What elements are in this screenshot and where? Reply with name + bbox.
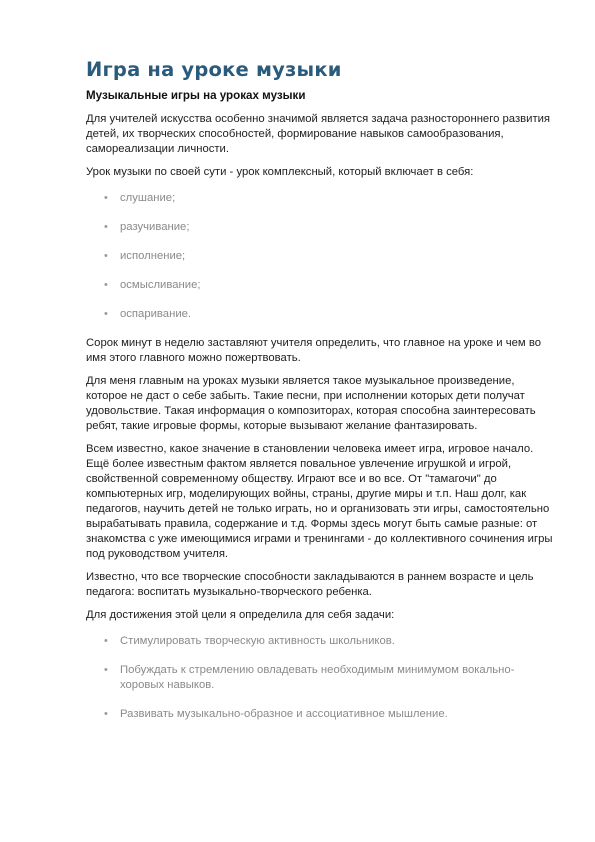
bullet-icon: • <box>104 279 108 291</box>
bullet-icon: • <box>104 308 108 320</box>
list-item <box>86 663 554 693</box>
list-item <box>86 191 554 206</box>
list-item <box>86 220 554 235</box>
lesson-paragraph: Урок музыки по своей сути - урок комплексный, который включает в себя: <box>86 166 474 178</box>
bullet-icon: • <box>104 221 108 233</box>
list-item-text: слушание; <box>120 192 176 204</box>
bullet-icon: • <box>104 635 108 647</box>
paragraph: Сорок минут в неделю заставляют учителя определить, что главное на уроке и чем во имя этого главного можно пожертвовать. <box>86 337 541 364</box>
intro-paragraph: Для учителей искусства особенно значимой является задача разностороннего развития детей, их творческих способностей, формирование навыков самообразования, самореализации личности. <box>86 113 551 155</box>
page-subtitle: Музыкальные игры на уроках музыки <box>86 89 306 102</box>
paragraph: Для меня главным на уроках музыки является такое музыкальное произведение, которое не даст о себе забыть. Такие песни, при исполнении которых дети получат удовольствие. Такая информация о композиторах, которая способна заинтересовать ребят, такие игровые формы, которые вызывают желание фантазировать. <box>86 375 536 432</box>
list-item-text: Побуждать к стремлению овладевать необходимым минимумом вокально-хоровых навыков. <box>120 664 515 691</box>
list-item-text: оспаривание. <box>120 308 192 320</box>
list-item <box>86 707 554 722</box>
bullet-icon: • <box>104 664 108 676</box>
paragraph: Всем известно, какое значение в становлении человека имеет игра, игровое начало. Ещё более известным фактом является повальное увлечение игрушкой и игрой, свойственной современному обществу. Играют все и во все. От "тамагочи" до компьютерных игр, моделирующих войны, страны, другие миры и т.п. Наш долг, как педагогов, научить детей не только играть, но и организовать эти игры, самостоятельно вырабатывать правила, содержание и т.д. Формы здесь могут быть самые разные: от знакомства с уже имеющимися играми и тренингами - до коллективного сочинения игры под руководством учителя. <box>86 443 553 560</box>
page-title: Игра на уроке музыки <box>86 58 342 81</box>
list-item-text: Стимулировать творческую активность школьников. <box>120 635 395 647</box>
paragraph: Известно, что все творческие способности закладываются в раннем возрасте и цель педагога: воспитать музыкально-творческого ребенка. <box>86 571 534 598</box>
tasks-list <box>86 634 554 722</box>
list-item-text: исполнение; <box>120 250 186 262</box>
list-item <box>86 278 554 293</box>
bullet-icon: • <box>104 250 108 262</box>
document-page <box>86 57 554 722</box>
lesson-components-list <box>86 191 554 322</box>
list-item <box>86 249 554 264</box>
list-item-text: разучивание; <box>120 221 190 233</box>
list-item <box>86 634 554 649</box>
paragraph: Для достижения этой цели я определила для себя задачи: <box>86 609 395 621</box>
bullet-icon: • <box>104 708 108 720</box>
list-item-text: Развивать музыкально-образное и ассоциативное мышление. <box>120 708 448 720</box>
bullet-icon: • <box>104 192 108 204</box>
list-item <box>86 307 554 322</box>
list-item-text: осмысливание; <box>120 279 201 291</box>
